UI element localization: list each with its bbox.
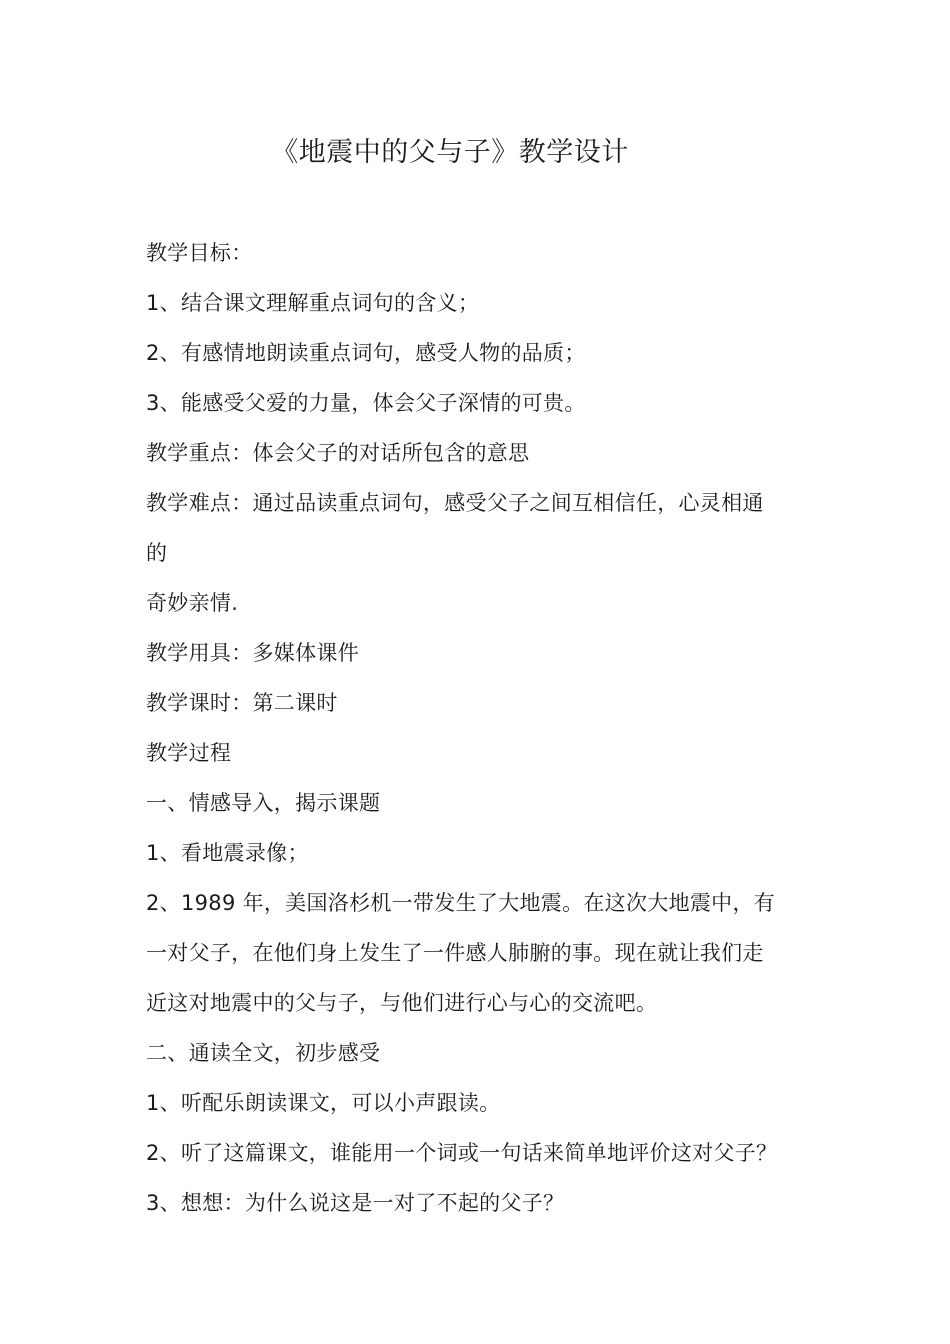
process-paragraph-line: 2、1989 年，美国洛杉机一带发生了大地震。在这次大地震中，有 — [146, 891, 776, 915]
document-body — [146, 228, 816, 1228]
class-period-line: 教学课时：第二课时 — [146, 691, 338, 715]
teaching-tools-line: 教学用具：多媒体课件 — [146, 641, 359, 665]
process-item: 1、听配乐朗读课文，可以小声跟读。 — [146, 1091, 501, 1115]
document-title: 《地震中的父与子》教学设计 — [271, 137, 629, 168]
objective-item: 1、结合课文理解重点词句的含义； — [146, 291, 480, 315]
section-heading: 二、通读全文，初步感受 — [146, 1041, 381, 1065]
process-paragraph-line: 一对父子，在他们身上发生了一件感人肺腑的事。现在就让我们走 — [146, 941, 764, 965]
process-item: 3、想想：为什么说这是一对了不起的父子？ — [146, 1191, 565, 1215]
section-heading: 一、情感导入，揭示课题 — [146, 791, 381, 815]
objective-item: 2、有感情地朗读重点词句，感受人物的品质； — [146, 341, 586, 365]
difficulty-line: 教学难点：通过品读重点词句，感受父子之间互相信任，心灵相通 — [146, 491, 764, 515]
heading-objectives: 教学目标： — [146, 241, 253, 265]
objective-item: 3、能感受父爱的力量，体会父子深情的可贵。 — [146, 391, 586, 415]
difficulty-line-continued: 的 — [146, 541, 168, 565]
key-point-line: 教学重点：体会父子的对话所包含的意思 — [146, 441, 530, 465]
heading-process: 教学过程 — [146, 741, 232, 765]
difficulty-line-continued: 奇妙亲情. — [146, 591, 239, 615]
process-item: 1、看地震录像； — [146, 841, 309, 865]
process-paragraph-line: 近这对地震中的父与子，与他们进行心与心的交流吧。 — [146, 991, 658, 1015]
process-item: 2、听了这篇课文，谁能用一个词或一句话来简单地评价这对父子？ — [146, 1141, 778, 1165]
